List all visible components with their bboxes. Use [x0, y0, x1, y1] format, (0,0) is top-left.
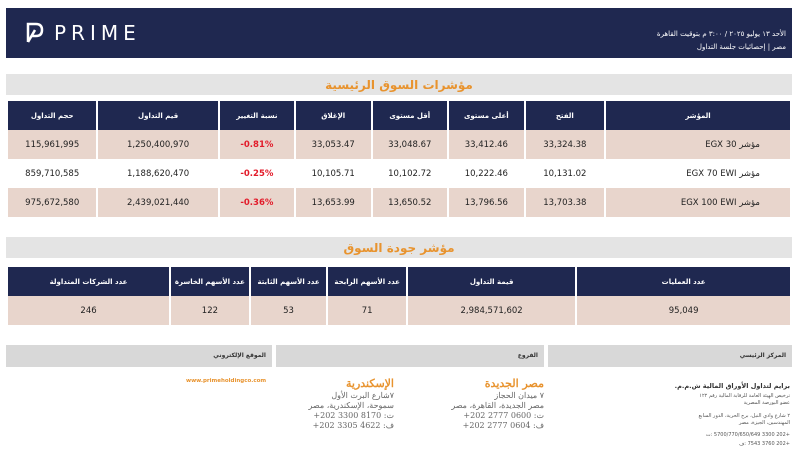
quality-header-row	[8, 267, 790, 296]
branch-alexandria-phone: ت: 8170 3300 202+	[313, 411, 394, 420]
high-cell: 33,412.46	[449, 130, 524, 159]
report-subtitle: مصر | إحصائيات جلسة التداول	[696, 43, 786, 51]
branch-heliopolis-address-1: ٧ ميدان الحجاز	[494, 391, 544, 400]
branch-alexandria-address-2: سموحة، الإسكندرية، مصر	[308, 401, 394, 410]
high-cell: 13,796.56	[449, 188, 524, 217]
col-traded-value: قيمة التداول	[408, 267, 575, 296]
hq-phone: +202 3300 5700/770/650/649 :ت	[705, 432, 790, 438]
open-cell: 13,703.38	[526, 188, 604, 217]
close-cell: 13,653.99	[296, 188, 371, 217]
col-change: نسبة التغيير	[220, 101, 294, 130]
report-header	[6, 8, 792, 58]
close-cell: 33,053.47	[296, 130, 371, 159]
low-cell: 33,048.67	[373, 130, 448, 159]
change-cell: -0.36%	[220, 188, 294, 217]
index-name-cell: مؤشر EGX 70 EWI	[686, 168, 760, 179]
branch-heliopolis-name: مصر الجديدة	[484, 377, 544, 390]
quality-table	[6, 267, 792, 325]
volume-cell: 975,672,580	[8, 188, 96, 217]
col-traded-companies: عدد الشركات المتداولة	[8, 267, 169, 296]
close-cell: 10,105.71	[311, 168, 355, 179]
hq-fax: +202 3760 7543 :ف	[739, 441, 790, 447]
report-date: الأحد ١٣ يوليو ٢٠٢٥ / ٣:٠٠ م بتوقيت القاهرة	[656, 30, 786, 38]
table-row	[8, 296, 790, 325]
volume-cell: 859,710,585	[25, 168, 80, 179]
low-cell: 13,650.52	[373, 188, 448, 217]
volume-cell: 115,961,995	[8, 130, 96, 159]
col-decliners: عدد الأسهم الخاسرة	[171, 267, 249, 296]
col-index: المؤشر	[606, 101, 790, 130]
branch-heliopolis-address-2: مصر الجديدة، القاهرة، مصر	[451, 401, 544, 410]
value-cell: 2,439,021,440	[98, 188, 217, 217]
traded-value-cell: 2,984,571,602	[408, 296, 575, 325]
value-cell: 1,188,620,470	[127, 168, 190, 179]
hq-company-name: برايم لتداول الأوراق المالية ش.م.م.	[674, 382, 790, 390]
table-row	[8, 188, 790, 217]
footer-hq-label: المركز الرئيسي	[548, 345, 792, 367]
unchanged-cell: 53	[251, 296, 327, 325]
col-advancers: عدد الأسهم الرابحة	[328, 267, 406, 296]
open-cell: 33,324.38	[526, 130, 604, 159]
branch-heliopolis	[451, 377, 544, 431]
col-unchanged: عدد الأسهم الثابتة	[251, 267, 327, 296]
col-high: أعلى مستوى	[449, 101, 524, 130]
index-name-cell: مؤشر EGX 100 EWI	[606, 188, 790, 217]
branch-alexandria-name: الإسكندرية	[346, 377, 394, 390]
branch-heliopolis-fax: ف: 0604 2777 202+	[462, 421, 544, 430]
quality-section-band	[6, 237, 792, 258]
footer-branches-label: الفروع	[276, 345, 544, 367]
footer-website-label: الموقع الإلكتروني	[6, 345, 272, 367]
change-cell: -0.25%	[240, 168, 274, 179]
hq-address-2: المهندسين، الجيزة، مصر	[739, 420, 790, 426]
indices-section-band	[6, 74, 792, 95]
branch-heliopolis-phone: ت: 0600 2777 202+	[463, 411, 544, 420]
open-cell: 10,131.02	[543, 168, 587, 179]
decliners-cell: 122	[171, 296, 249, 325]
index-name-cell: مؤشر EGX 30	[606, 130, 790, 159]
col-low: أقل مستوى	[373, 101, 448, 130]
high-cell: 10,222.46	[464, 168, 508, 179]
value-cell: 1,250,400,970	[98, 130, 217, 159]
branch-alexandria	[309, 377, 394, 431]
hq-member: عضو البورصة المصرية	[743, 400, 790, 406]
hq-license: ترخيص الهيئة العامة للرقابة المالية رقم ١٢٢	[699, 393, 790, 399]
website-link[interactable]: www.primeholdingco.com	[186, 378, 267, 384]
change-cell: -0.81%	[220, 130, 294, 159]
quality-section-title: مؤشر جودة السوق	[343, 241, 455, 255]
advancers-cell: 71	[328, 296, 406, 325]
hq-address-1: ٢ شارع وادي النيل، برج الحرية، الدور السابع	[698, 413, 790, 419]
brand-name: PRIME	[54, 21, 141, 45]
col-transactions: عدد العمليات	[577, 267, 790, 296]
prime-logo-icon	[26, 22, 44, 44]
low-cell: 10,102.72	[388, 168, 432, 179]
col-value: قيم التداول	[98, 101, 217, 130]
col-close: الإغلاق	[296, 101, 371, 130]
transactions-cell: 95,049	[577, 296, 790, 325]
traded-companies-cell: 246	[8, 296, 169, 325]
table-row	[8, 159, 790, 188]
table-row	[8, 130, 790, 159]
indices-section-title: مؤشرات السوق الرئيسية	[325, 78, 473, 92]
branch-alexandria-fax: ف: 4622 3305 202+	[312, 421, 394, 430]
col-volume: حجم التداول	[8, 101, 96, 130]
col-open: الفتح	[526, 101, 604, 130]
branch-alexandria-address-1: ٧شارع البرت الأول	[331, 391, 394, 400]
indices-table	[6, 101, 792, 217]
indices-header-row	[8, 101, 790, 130]
brand-logo	[26, 21, 141, 45]
